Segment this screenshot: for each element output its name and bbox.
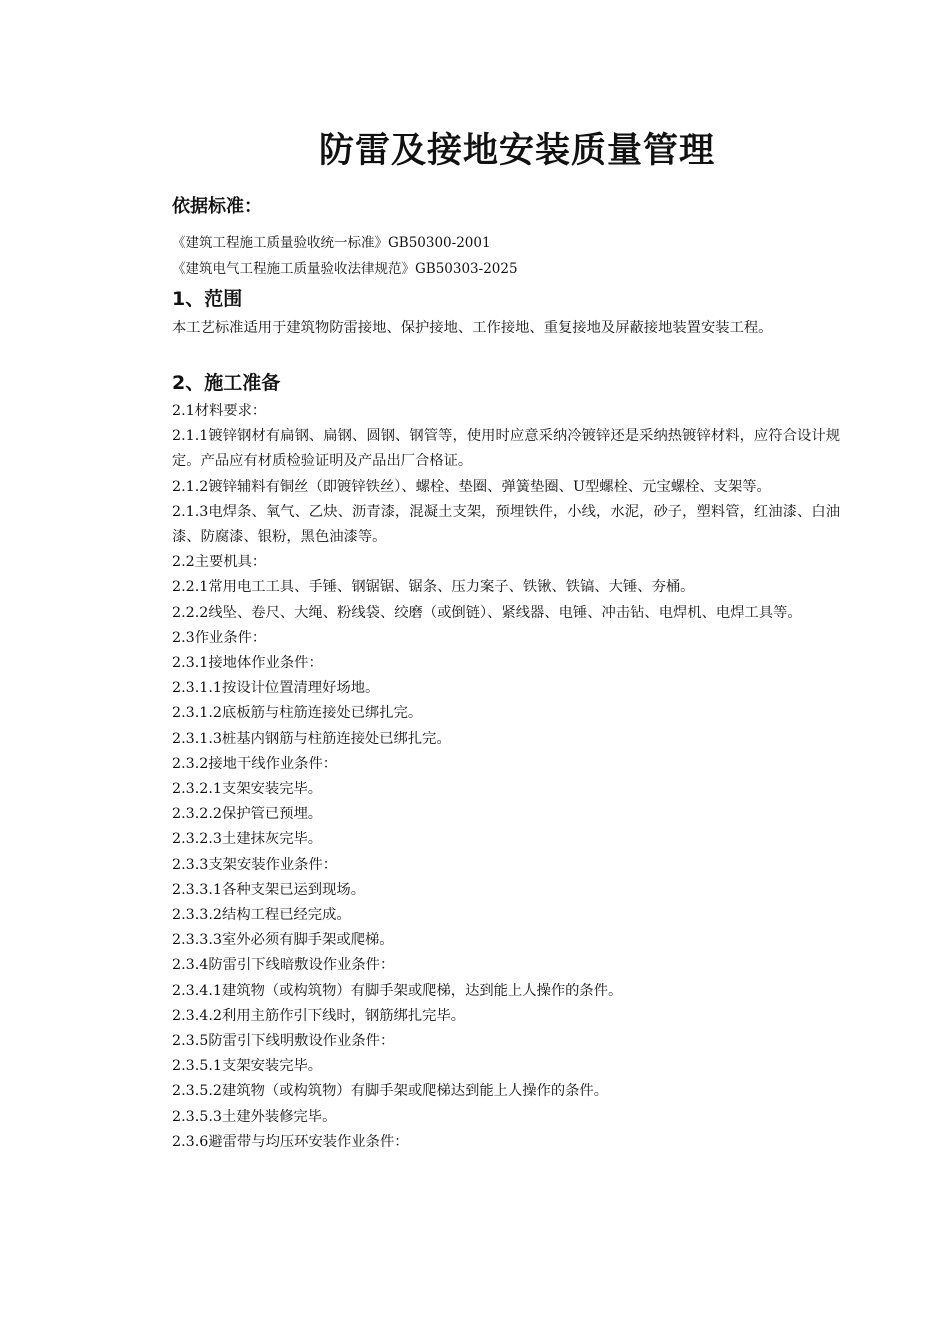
standard-item: 《建筑电气工程施工质量验收法律规范》GB50303-2025	[172, 261, 518, 277]
preparation-item: 2.3.3支架安装作业条件：	[172, 856, 338, 873]
preparation-item: 2.1.3电焊条、氧气、乙炔、沥青漆，混凝土支架，预埋铁件，小线，水泥，砂子，塑料管，红油漆、白油漆、防腐漆、银粉，黑色油漆等。	[172, 503, 840, 546]
preparation-item: 2.3.3.1各种支架已运到现场。	[172, 881, 365, 898]
preparation-item: 2.2.1常用电工工具、手锤、钢锯锯、锯条、压力案子、铁锹、铁镐、大锤、夯桶。	[172, 579, 695, 596]
preparation-item: 2.3.1.3桩基内钢筋与柱筋连接处已绑扎完。	[172, 730, 451, 747]
preparation-item: 2.3.4防雷引下线暗敷设作业条件：	[172, 957, 395, 974]
standards-list	[172, 230, 518, 282]
section-heading-preparation: 2、施工准备	[172, 372, 281, 394]
preparation-item: 2.3.1.1按设计位置清理好场地。	[172, 680, 380, 697]
preparation-item: 2.1.1镀锌钢材有扁钢、扁钢、圆钢、钢管等，使用时应意采纳冷镀锌还是采纳热镀锌材料，应符合设计规定。产品应有材质检验证明及产品出厂合格证。	[172, 428, 840, 470]
preparation-item: 2.3作业条件：	[172, 629, 267, 646]
preparation-item: 2.2.2线坠、卷尺、大绳、粉线袋、绞磨（或倒链）、紧线器、电锤、冲击钻、电焊机、电焊工具等。	[172, 604, 802, 621]
preparation-item: 2.3.4.2利用主筋作引下线时，钢筋绑扎完毕。	[172, 1007, 466, 1024]
preparation-item: 2.3.1接地体作业条件：	[172, 655, 323, 672]
preparation-item: 2.1材料要求：	[172, 403, 267, 419]
preparation-item: 2.2主要机具：	[172, 554, 267, 571]
preparation-items-list	[172, 399, 840, 1155]
preparation-item: 2.3.4.1建筑物（或构筑物）有脚手架或爬梯，达到能上人操作的条件。	[172, 982, 623, 999]
preparation-item: 2.3.2.3土建抹灰完毕。	[172, 831, 323, 848]
preparation-item: 2.3.2.2保护管已预埋。	[172, 806, 323, 823]
preparation-item: 2.3.5.1支架安装完毕。	[172, 1058, 323, 1075]
basis-heading: 依据标准：	[172, 196, 262, 217]
preparation-item: 2.3.2接地干线作业条件：	[172, 755, 338, 772]
preparation-item: 2.3.5.3土建外装修完毕。	[172, 1108, 337, 1125]
standard-item: 《建筑工程施工质量验收统一标准》GB50300-2001	[172, 235, 491, 251]
preparation-item: 2.3.3.3室外必须有脚手架或爬梯。	[172, 932, 394, 949]
preparation-item: 2.3.2.1支架安装完毕。	[172, 781, 323, 798]
preparation-item: 2.3.6避雷带与均压环安装作业条件：	[172, 1133, 409, 1150]
preparation-item: 2.3.3.2结构工程已经完成。	[172, 907, 351, 924]
preparation-item: 2.3.1.2底板筋与柱筋连接处已绑扎完。	[172, 705, 423, 722]
preparation-item: 2.3.5.2建筑物（或构筑物）有脚手架或爬梯达到能上人操作的条件。	[172, 1083, 609, 1100]
document-title: 防雷及接地安装质量管理	[318, 131, 715, 171]
scope-paragraph: 本工艺标准适用于建筑物防雷接地、保护接地、工作接地、重复接地及屏蔽接地装置安装工程。	[172, 320, 773, 336]
section-heading-scope: 1、范围	[172, 288, 243, 310]
preparation-item: 2.3.5防雷引下线明敷设作业条件：	[172, 1033, 395, 1050]
preparation-item: 2.1.2镀锌辅料有铜丝（即镀锌铁丝）、螺栓、垫圈、弹簧垫圈、U型螺栓、元宝螺栓、支架等。	[172, 478, 771, 495]
